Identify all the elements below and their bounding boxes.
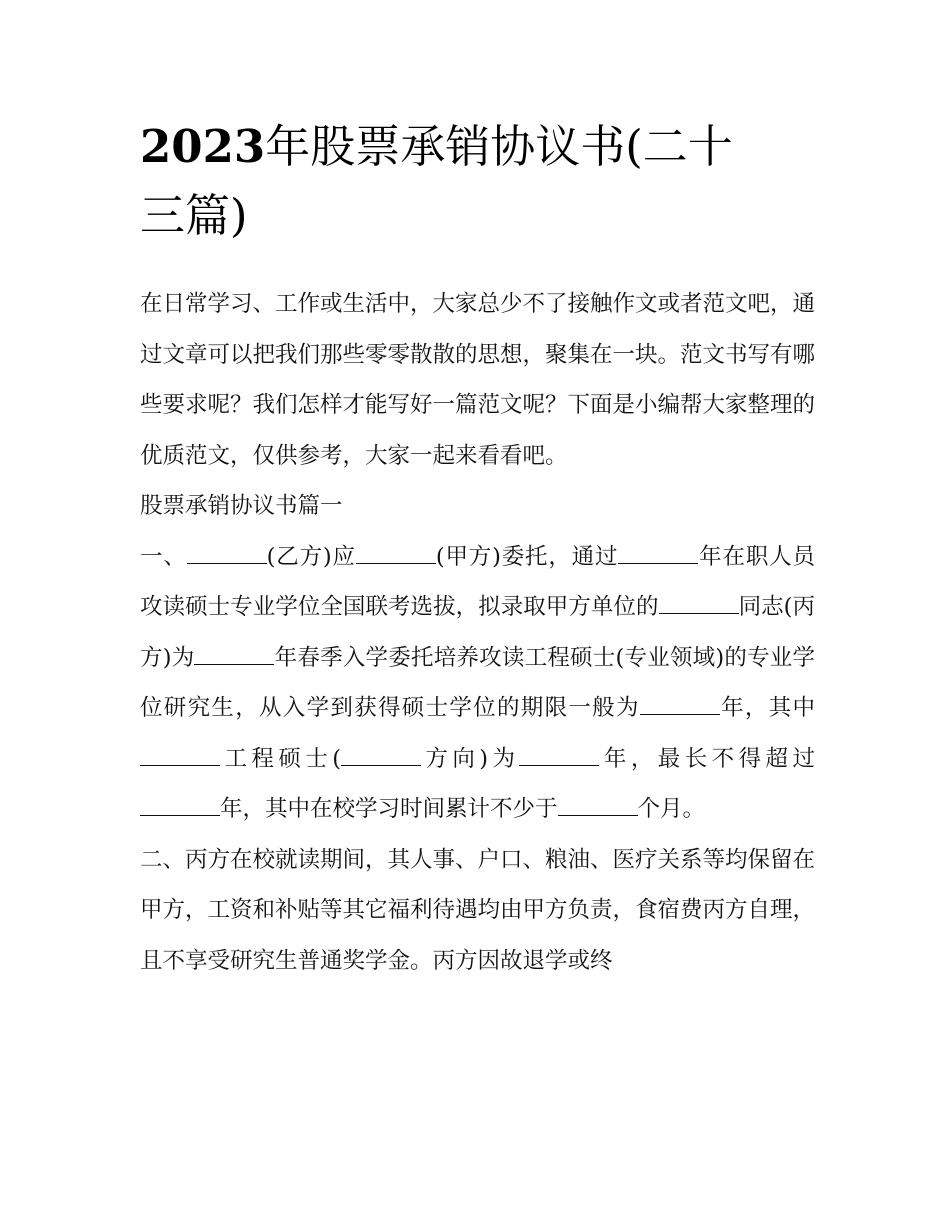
- section-heading: 股票承销协议书篇一: [140, 493, 343, 519]
- fill-blank: [140, 747, 220, 766]
- clause-1-seg: 年，其中: [719, 695, 815, 721]
- document-page: [140, 112, 815, 986]
- clause-1-seg: (甲方)委托，通过: [435, 543, 619, 570]
- fill-blank: [187, 545, 267, 564]
- clause-1-seg: 年春季入学委托培养攻读工程硕士(专业领域)的专业学位研究生，从入学到获得硕士学位的期限一般为: [140, 644, 816, 721]
- clause-1-paragraph: [140, 532, 815, 835]
- fill-blank: [194, 646, 274, 665]
- fill-blank: [618, 545, 698, 564]
- clause-2-paragraph: 二、丙方在校就读期间，其人事、户口、粮油、医疗关系等均保留在甲方，工资和补贴等其它福利待遇均由甲方负责，食宿费丙方自理，且不享受研究生普通奖学金。丙方因故退学或终: [140, 846, 816, 974]
- clause-1-seg: 年，其中在校学习时间累计不少于: [220, 796, 558, 822]
- clause-1-seg: 工程硕士(: [220, 745, 341, 772]
- clause-1-seg: (乙方)应: [266, 543, 356, 570]
- title-year: 2023: [140, 120, 266, 173]
- clause-1-seg: 同志(丙方)为: [140, 594, 815, 671]
- title-text-line2: 三篇): [140, 189, 248, 242]
- fill-blank: [356, 545, 436, 564]
- fill-blank: [640, 696, 720, 715]
- fill-blank: [519, 747, 599, 766]
- intro-paragraph: 在日常学习、工作或生活中，大家总少不了接触作文或者范文吧，通过文章可以把我们那些零零散散的思想，聚集在一块。范文书写有哪些要求呢？我们怎样才能写好一篇范文呢？下面是小编帮大家整理的优质范文，仅供参考，大家一起来看看吧。: [140, 291, 816, 469]
- fill-blank: [558, 797, 638, 816]
- clause-1-seg: 方向)为: [420, 745, 520, 772]
- document-title: [140, 112, 815, 250]
- title-text-line1: 年股票承销协议书(二十: [265, 120, 733, 173]
- clause-1-seg: 一、: [140, 543, 187, 570]
- clause-1-seg: 个月。: [637, 796, 706, 822]
- clause-1-seg: 年在职人员攻读硕士专业学位全国联考选拔，拟录取甲方单位的: [140, 543, 815, 620]
- fill-blank: [659, 595, 739, 614]
- fill-blank: [341, 747, 421, 766]
- fill-blank: [140, 797, 220, 816]
- clause-1-seg: 年，最长不得超过: [599, 745, 815, 772]
